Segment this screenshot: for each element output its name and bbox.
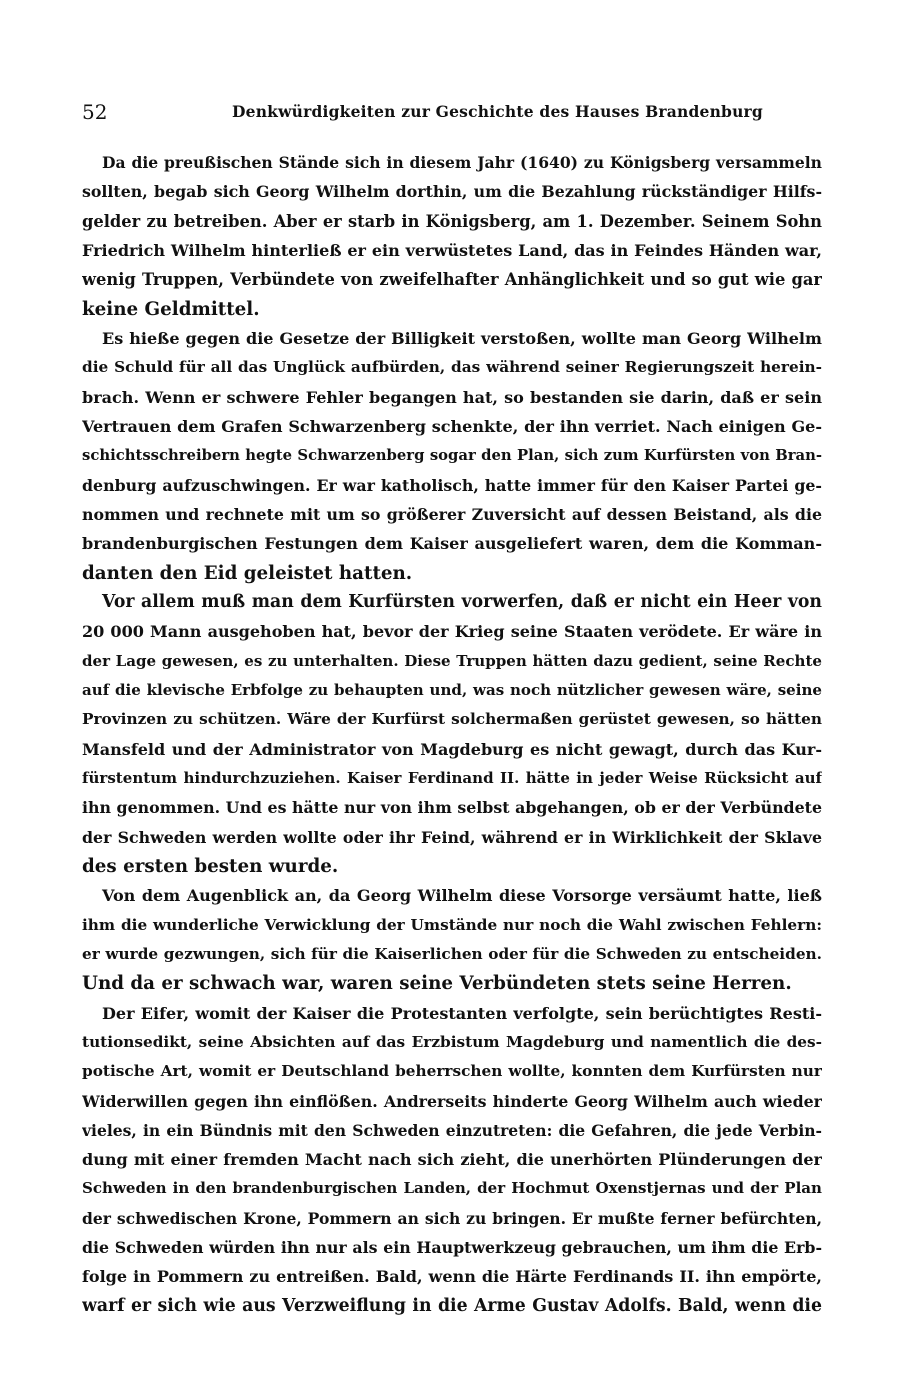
text-line: Der Eifer, womit der Kaiser die Protestanten verfolgte, sein berüchtigtes Resti- [102, 1003, 822, 1023]
text-line: der schwedischen Krone, Pommern an sich zu bringen. Er mußte ferner befürchten, [82, 1208, 822, 1228]
text-line: ihm die wunderliche Verwicklung der Umstände nur noch die Wahl zwischen Fehlern: [82, 915, 822, 934]
text-line: folge in Pommern zu entreißen. Bald, wenn die Härte Ferdinands II. ihn empörte, [82, 1267, 822, 1287]
text-line: die Schuld für all das Unglück aufbürden, das während seiner Regierungszeit herein- [82, 358, 822, 377]
text-line: Vor allem muß man dem Kurfürsten vorwerfen, daß er nicht ein Heer von [102, 591, 822, 612]
text-line: Da die preußischen Stände sich in diesem Jahr (1640) zu Königsberg versammeln [102, 153, 822, 172]
text-line: die Schweden würden ihn nur als ein Hauptwerkzeug gebrauchen, um ihm die Erb- [82, 1238, 822, 1258]
text-line: vieles, in ein Bündnis mit den Schweden einzutreten: die Gefahren, die jede Verbin- [82, 1120, 822, 1140]
text-line: tutionsedikt, seine Absichten auf das Erzbistum Magdeburg und namentlich die des- [82, 1032, 822, 1051]
page-number: 52 [82, 100, 108, 124]
text-line: des ersten besten wurde. [82, 855, 339, 877]
paragraph [82, 324, 822, 588]
text-line: Widerwillen gegen ihn einflößen. Andrerseits hinderte Georg Wilhelm auch wieder [82, 1091, 822, 1111]
text-line: Friedrich Wilhelm hinterließ er ein verwüstetes Land, das in Feindes Händen war, [82, 240, 822, 260]
text-line: Vertrauen dem Grafen Schwarzenberg schenkte, der ihn verriet. Nach einigen Ge- [82, 416, 822, 436]
text-line: Es hieße gegen die Gesetze der Billigkeit verstoßen, wollte man Georg Wilhelm [102, 328, 822, 348]
text-line: fürstentum hindurchzuziehen. Kaiser Ferdinand II. hätte in jeder Weise Rücksicht auf [82, 768, 822, 787]
text-line: keine Geldmittel. [82, 298, 260, 320]
paragraph [82, 999, 822, 1322]
text-line: Und da er schwach war, waren seine Verbündeten stets seine Herren. [82, 973, 792, 995]
text-line: 20 000 Mann ausgehoben hat, bevor der Krieg seine Staaten verödete. Er wäre in [82, 622, 822, 642]
page-header [82, 98, 822, 124]
text-line: er wurde gezwungen, sich für die Kaiserlichen oder für die Schweden zu entscheiden. [82, 944, 822, 963]
text-line: brandenburgischen Festungen dem Kaiser ausgeliefert waren, dem die Komman- [82, 534, 822, 554]
text-line: Mansfeld und der Administrator von Magdeburg es nicht gewagt, durch das Kur- [82, 739, 822, 759]
text-line: dung mit einer fremden Macht nach sich zieht, die unerhörten Plünderungen der [82, 1150, 822, 1170]
text-line: ihn genommen. Und es hätte nur von ihm selbst abgehangen, ob er der Verbündete [82, 798, 822, 818]
text-line: Schweden in den brandenburgischen Landen, der Hochmut Oxenstjernas und der Plan [82, 1179, 822, 1198]
text-line: auf die klevische Erbfolge zu behaupten und, was noch nützlicher gewesen wäre, seine [82, 680, 822, 699]
text-line: gelder zu betreiben. Aber er starb in Königsberg, am 1. Dezember. Seinem Sohn [82, 211, 822, 231]
text-line: der Schweden werden wollte oder ihr Feind, während er in Wirklichkeit der Sklave [82, 827, 822, 847]
text-line: brach. Wenn er schwere Fehler begangen hat, so bestanden sie darin, daß er sein [82, 387, 822, 407]
text-line: Provinzen zu schützen. Wäre der Kurfürst solchermaßen gerüstet gewesen, so hätten [82, 710, 822, 729]
paragraph [82, 881, 822, 998]
text-line: der Lage gewesen, es zu unterhalten. Diese Truppen hätten dazu gedient, seine Rechte [82, 651, 822, 670]
text-line: schichtsschreibern hegte Schwarzenberg sogar den Plan, sich zum Kurfürsten von Bran- [82, 447, 822, 465]
paragraph [82, 588, 822, 881]
text-line: sollten, begab sich Georg Wilhelm dorthin, um die Bezahlung rückständiger Hilfs- [82, 182, 822, 202]
text-line: Von dem Augenblick an, da Georg Wilhelm diese Vorsorge versäumt hatte, ließ [102, 886, 822, 906]
body-text [82, 148, 822, 1321]
text-line: potische Art, womit er Deutschland beherrschen wollte, konnten dem Kurfürsten nur [82, 1062, 822, 1081]
text-line: danten den Eid geleistet hatten. [82, 562, 413, 584]
running-title: Denkwürdigkeiten zur Geschichte des Hauses Brandenburg [232, 102, 763, 121]
text-line: warf er sich wie aus Verzweiflung in die Arme Gustav Adolfs. Bald, wenn die [82, 1295, 822, 1316]
text-line: nommen und rechnete mit um so größerer Zuversicht auf dessen Beistand, als die [82, 504, 822, 524]
text-line: wenig Truppen, Verbündete von zweifelhafter Anhänglichkeit und so gut wie gar [82, 270, 822, 290]
paragraph [82, 148, 822, 324]
text-line: denburg aufzuschwingen. Er war katholisch, hatte immer für den Kaiser Partei ge- [82, 475, 822, 495]
